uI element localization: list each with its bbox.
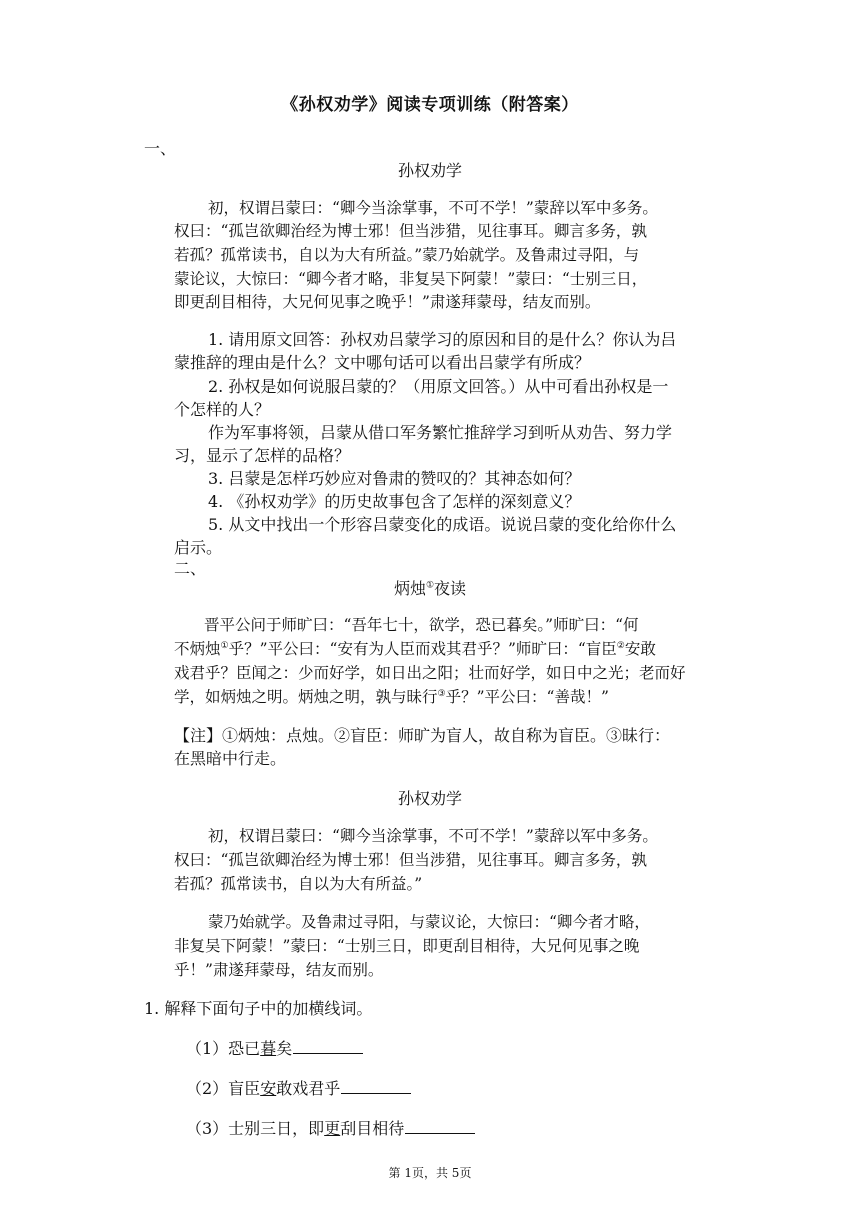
footnote-mark: ②	[616, 640, 625, 651]
question-line: 1. 请用原文回答：孙权劝吕蒙学习的原因和目的是什么？你认为吕	[208, 330, 677, 349]
passage-line: 晋平公问于师旷曰：“吾年七十，欲学，恐已暮矣。”师旷曰：“何	[204, 616, 639, 634]
passage-line: 初，权谓吕蒙曰：“卿今当涂掌事，不可不学！”蒙辞以军中多务。	[208, 199, 658, 217]
footnote-mark: ①	[220, 640, 229, 651]
section-three-heading: 孙权劝学	[397, 789, 462, 808]
answer-blank[interactable]	[293, 1037, 363, 1054]
passage-line: 若孤？孤常读书，自以为大有所益。”蒙乃始就学。及鲁肃过寻阳，与	[174, 246, 640, 264]
section-two-label: 二、	[174, 559, 207, 578]
text-span: 安敢	[624, 640, 656, 658]
passage-line: 乎！”肃遂拜蒙母，结友而别。	[174, 961, 384, 979]
passage-line: 初，权谓吕蒙曰：“卿今当涂掌事，不可不学！”蒙辞以军中多务。	[208, 827, 658, 845]
passage-line: 蒙乃始就学。及鲁肃过寻阳，与蒙议论，大惊曰：“卿今者才略，	[208, 913, 650, 931]
passage-line: 蒙论议，大惊曰：“卿今者才略，非复吴下阿蒙！”蒙曰：“士别三日，	[174, 270, 648, 288]
item-text: 刮目相待	[340, 1119, 405, 1138]
text-span: 乎？”平公曰：“善哉！”	[445, 688, 609, 706]
passage-line: 若孤？孤常读书，自以为大有所益。”	[174, 875, 423, 893]
question-line: 5. 从文中找出一个形容吕蒙变化的成语。说说吕蒙的变化给你什么	[208, 515, 677, 534]
question-line: 3. 吕蒙是怎样巧妙应对鲁肃的赞叹的？其神态如何？	[208, 469, 581, 488]
item-text: （1）恐已	[186, 1039, 261, 1058]
section-two-heading	[0, 576, 860, 599]
passage-line: 非复吴下阿蒙！”蒙曰：“士别三日，即更刮目相待，大兄何见事之晚	[174, 937, 640, 955]
text-span: 不炳烛	[174, 640, 221, 658]
question-line: 个怎样的人？	[174, 400, 271, 419]
text-span: 乎？”平公曰：“安有为人臣而戏其君乎？”师旷曰：“盲臣	[228, 640, 617, 658]
passage-line: 戏君乎？臣闻之：少而好学，如日出之阳；壮而好学，如日中之光；老而好	[174, 664, 686, 682]
item-text: （2）盲臣	[186, 1079, 261, 1098]
underlined-word: 更	[324, 1119, 341, 1138]
passage-line: 权曰：“孤岂欲卿治经为博士邪！但当涉猎，见往事耳。卿言多务，孰	[174, 851, 647, 869]
question-line: 习，显示了怎样的品格？	[174, 446, 351, 465]
section-one-label: 一、	[144, 139, 177, 158]
passage-line: 权曰：“孤岂欲卿治经为博士邪！但当涉猎，见往事耳。卿言多务，孰	[174, 222, 647, 240]
answer-blank[interactable]	[405, 1117, 475, 1134]
item-text: 敢戏君乎	[276, 1079, 341, 1098]
passage-line: 即更刮目相待，大兄何见事之晚乎！”肃遂拜蒙母，结友而别。	[174, 293, 601, 311]
passage-line	[174, 637, 656, 659]
question-line: 4. 《孙权劝学》的历史故事包含了怎样的深刻意义？	[208, 492, 581, 511]
notes-line: 【注】①炳烛：点烛。②盲臣：师旷为盲人，故自称为盲臣。③昧行：	[174, 726, 671, 745]
page-footer: 第 1页，共 5页	[388, 1166, 472, 1180]
question-item	[186, 1036, 363, 1059]
question-item	[186, 1116, 475, 1139]
question-stem: 1. 解释下面句子中的加横线词。	[144, 999, 373, 1018]
item-text: （3）士别三日，即	[186, 1119, 325, 1138]
heading-part: 夜读	[434, 579, 467, 598]
underlined-word: 暮	[260, 1039, 277, 1058]
heading-part: 炳烛	[393, 579, 426, 598]
footnote-mark: ③	[437, 688, 446, 699]
item-text: 矣	[276, 1039, 293, 1058]
text-span: 学，如炳烛之明。炳烛之明，孰与昧行	[174, 688, 438, 706]
question-line: 启示。	[174, 538, 223, 557]
question-item	[186, 1076, 411, 1099]
question-line: 2. 孙权是如何说服吕蒙的？（用原文回答。）从中可看出孙权是一	[208, 377, 669, 396]
document-title: 《孙权劝学》阅读专项训练（附答案）	[281, 95, 579, 115]
notes-line: 在黑暗中行走。	[174, 749, 287, 768]
passage-line	[174, 685, 609, 707]
question-line: 蒙推辞的理由是什么？文中哪句话可以看出吕蒙学有所成？	[174, 353, 591, 372]
answer-blank[interactable]	[341, 1077, 411, 1094]
section-one-heading: 孙权劝学	[397, 161, 462, 180]
underlined-word: 安	[260, 1079, 277, 1098]
question-line: 作为军事将领，吕蒙从借口军务繁忙推辞学习到听从劝告、努力学	[208, 423, 673, 442]
footnote-mark: ①	[425, 580, 435, 591]
